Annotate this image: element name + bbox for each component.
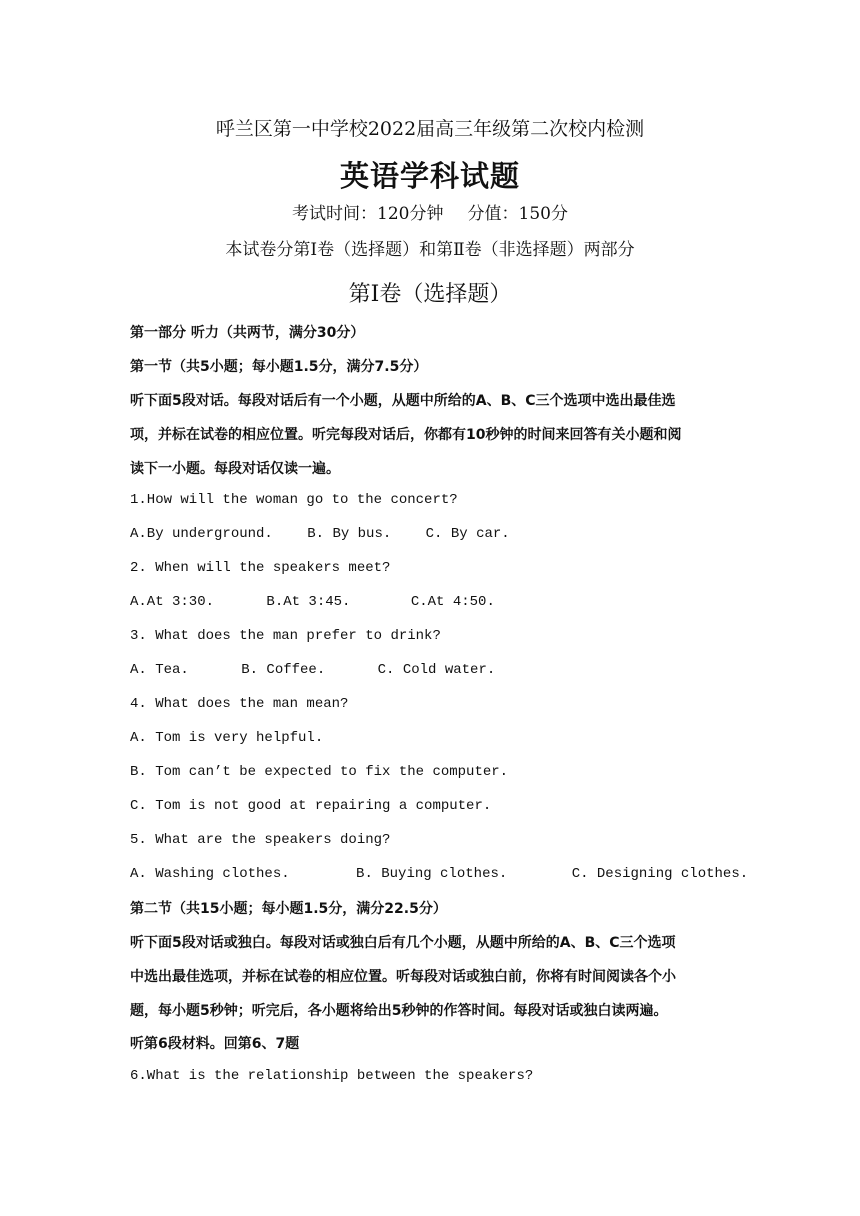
option-c: C.At 4:50. [410, 594, 495, 610]
exam-time: 考试时间：120分钟 [292, 204, 444, 224]
option-b: B. By bus. [307, 526, 392, 542]
section2-instruction-line: 题，每小题5秒钟；听完后，各小题将给出5秒钟的作答时间。每段对话或独白读两遍。 [130, 1003, 668, 1019]
section1-instruction-line: 听下面5段对话。每段对话后有一个小题，从题中所给的A、B、C三个选项中选出最佳选 [130, 393, 676, 409]
option-b: B.At 3:45. [266, 594, 351, 610]
exam-score: 分值：150分 [467, 204, 568, 224]
option-a: A. Washing clothes. [130, 866, 290, 882]
option-a: A.At 3:30. [130, 594, 215, 610]
option-b: B. Coffee. [241, 662, 326, 678]
question-2-options [130, 594, 495, 610]
section1-instruction-line: 读下一小题。每段对话仅读一遍。 [130, 461, 340, 477]
part1-heading: 第一部分 听力（共两节，满分30分） [130, 325, 365, 341]
question-5: 5. What are the speakers doing? [130, 832, 391, 848]
section1-instruction-line: 项，并标在试卷的相应位置。听完每段对话后，你都有10秒钟的时间来回答有关小题和阅 [130, 427, 682, 443]
question-4: 4. What does the man mean? [130, 696, 349, 712]
material-note: 听第6段材料。回第6、7题 [130, 1036, 300, 1052]
question-1: 1.How will the woman go to the concert? [130, 492, 458, 508]
question-6: 6.What is the relationship between the speakers? [130, 1068, 534, 1084]
option-a: A.By underground. [130, 526, 273, 542]
school-line: 呼兰区第一中学校2022届高三年级第二次校内检测 [215, 118, 645, 140]
question-3: 3. What does the man prefer to drink? [130, 628, 441, 644]
option-c: C. Cold water. [377, 662, 496, 678]
section2-instruction-line: 中选出最佳选项，并标在试卷的相应位置。听每段对话或独白前，你将有时间阅读各个小 [130, 969, 676, 985]
volume-title: 第Ⅰ卷（选择题） [348, 282, 512, 307]
question-1-options [130, 526, 510, 542]
option-b: B. Buying clothes. [356, 866, 508, 882]
subject-title: 英语学科试题 [339, 159, 520, 193]
option-a: A. Tea. [130, 662, 189, 678]
question-5-options [130, 866, 748, 882]
exam-meta [0, 199, 860, 224]
option-b: B. Tom can’t be expected to fix the computer. [130, 764, 509, 780]
section2-instruction-line: 听下面5段对话或独白。每段对话或独白后有几个小题，从题中所给的A、B、C三个选项 [130, 935, 676, 951]
section2-heading: 第二节（共15小题；每小题1.5分，满分22.5分） [130, 901, 447, 917]
option-c: C. By car. [425, 526, 510, 542]
option-a: A. Tom is very helpful. [130, 730, 324, 746]
parts-note: 本试卷分第Ⅰ卷（选择题）和第Ⅱ卷（非选择题）两部分 [225, 240, 635, 260]
question-3-options [130, 662, 495, 678]
option-c: C. Designing clothes. [571, 866, 749, 882]
question-2: 2. When will the speakers meet? [130, 560, 391, 576]
section1-heading: 第一节（共5小题；每小题1.5分，满分7.5分） [130, 359, 428, 375]
option-c: C. Tom is not good at repairing a computer. [130, 798, 492, 814]
